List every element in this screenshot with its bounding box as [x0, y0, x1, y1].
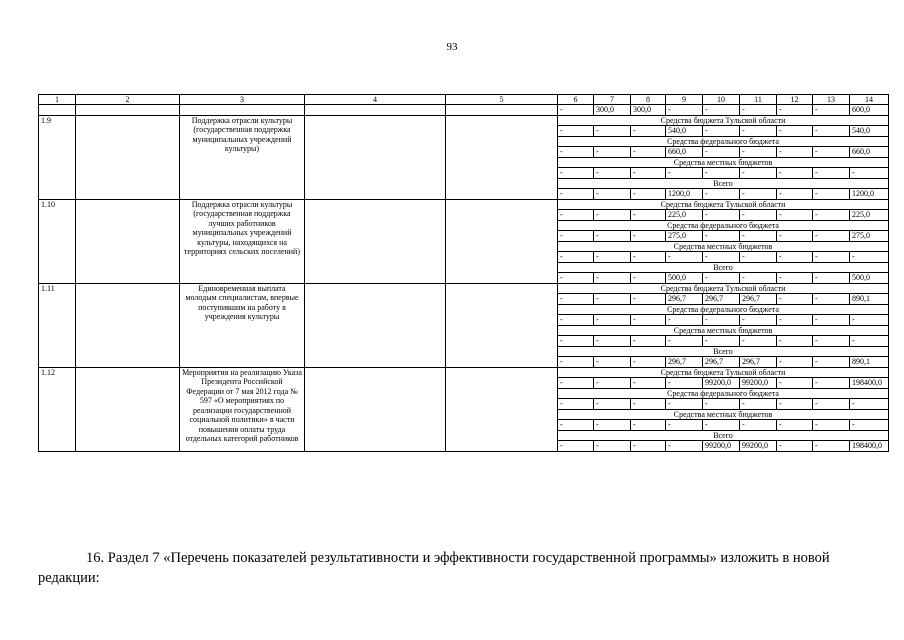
- column-header: 2: [76, 95, 180, 105]
- value-cell: -: [777, 252, 813, 263]
- item-number: 1.9: [39, 115, 76, 199]
- value-cell: -: [594, 231, 631, 242]
- value-cell: -: [850, 252, 889, 263]
- funding-source-label: Средства федерального бюджета: [558, 388, 889, 399]
- value-cell: 296,7: [666, 294, 703, 305]
- value-cell: -: [813, 273, 850, 284]
- value-cell: -: [850, 315, 889, 326]
- value-cell: 296,7: [740, 357, 777, 368]
- value-cell: -: [666, 399, 703, 410]
- value-cell: -: [813, 189, 850, 200]
- empty-cell: [305, 115, 446, 199]
- value-cell: -: [666, 441, 703, 452]
- value-cell: -: [740, 147, 777, 158]
- funding-source-label: Средства бюджета Тульской области: [558, 283, 889, 294]
- value-cell: 890,1: [850, 294, 889, 305]
- empty-cell: [305, 199, 446, 283]
- value-cell: -: [813, 399, 850, 410]
- value-cell: 1200,0: [666, 189, 703, 200]
- value-cell: -: [813, 147, 850, 158]
- value-cell: -: [594, 399, 631, 410]
- value-cell: 99200,0: [703, 378, 740, 389]
- value-cell: -: [558, 378, 594, 389]
- value-cell: 225,0: [850, 210, 889, 221]
- value-cell: 275,0: [666, 231, 703, 242]
- value-cell: -: [813, 210, 850, 221]
- column-header: 11: [740, 95, 777, 105]
- table-row: [39, 105, 889, 116]
- empty-cell: [446, 105, 558, 116]
- empty-cell: [305, 367, 446, 451]
- value-cell: -: [631, 126, 666, 137]
- value-cell: -: [777, 315, 813, 326]
- empty-cell: [305, 283, 446, 367]
- value-cell: -: [631, 357, 666, 368]
- value-cell: -: [558, 294, 594, 305]
- item-description: Поддержка отрасли культуры (государственная поддержка лучших работников муниципальных учреждений культуры, находящихся на территориях сельских поселений): [180, 199, 305, 283]
- header-row: [39, 95, 889, 105]
- value-cell: -: [631, 294, 666, 305]
- value-cell: -: [850, 336, 889, 347]
- value-cell: 275,0: [850, 231, 889, 242]
- column-header: 14: [850, 95, 889, 105]
- value-cell: -: [703, 189, 740, 200]
- value-cell: -: [813, 231, 850, 242]
- funding-source-label: Средства местных бюджетов: [558, 325, 889, 336]
- item-description: Поддержка отрасли культуры (государственная поддержка муниципальных учреждений культуры): [180, 115, 305, 199]
- value-cell: -: [594, 126, 631, 137]
- value-cell: -: [631, 315, 666, 326]
- value-cell: -: [813, 336, 850, 347]
- funding-source-label: Средства бюджета Тульской области: [558, 115, 889, 126]
- value-cell: -: [777, 420, 813, 431]
- value-cell: -: [777, 378, 813, 389]
- value-cell: -: [631, 168, 666, 179]
- funding-source-label: Всего: [558, 178, 889, 189]
- value-cell: -: [740, 189, 777, 200]
- value-cell: 1200,0: [850, 189, 889, 200]
- value-cell: -: [558, 399, 594, 410]
- item-number: 1.10: [39, 199, 76, 283]
- value-cell: -: [666, 420, 703, 431]
- column-header: 6: [558, 95, 594, 105]
- value-cell: 296,7: [703, 294, 740, 305]
- value-cell: -: [740, 168, 777, 179]
- funding-source-label: Средства местных бюджетов: [558, 241, 889, 252]
- column-header: 3: [180, 95, 305, 105]
- value-cell: -: [631, 252, 666, 263]
- value-cell: 300,0: [631, 105, 666, 116]
- value-cell: -: [740, 210, 777, 221]
- value-cell: 99200,0: [740, 441, 777, 452]
- value-cell: -: [777, 231, 813, 242]
- funding-source-label: Средства бюджета Тульской области: [558, 367, 889, 378]
- column-header: 5: [446, 95, 558, 105]
- value-cell: -: [558, 231, 594, 242]
- value-cell: -: [594, 420, 631, 431]
- empty-cell: [180, 105, 305, 116]
- value-cell: -: [813, 168, 850, 179]
- value-cell: 660,0: [666, 147, 703, 158]
- funding-source-label: Средства местных бюджетов: [558, 157, 889, 168]
- funding-source-label: Всего: [558, 262, 889, 273]
- value-cell: -: [558, 147, 594, 158]
- funding-source-label: Всего: [558, 430, 889, 441]
- value-cell: -: [594, 378, 631, 389]
- value-cell: -: [740, 105, 777, 116]
- value-cell: -: [813, 315, 850, 326]
- value-cell: -: [777, 189, 813, 200]
- value-cell: -: [813, 126, 850, 137]
- value-cell: -: [703, 147, 740, 158]
- value-cell: -: [558, 189, 594, 200]
- value-cell: -: [703, 105, 740, 116]
- value-cell: -: [703, 336, 740, 347]
- funding-source-label: Средства федерального бюджета: [558, 304, 889, 315]
- column-header: 7: [594, 95, 631, 105]
- value-cell: -: [594, 294, 631, 305]
- value-cell: 500,0: [850, 273, 889, 284]
- value-cell: -: [813, 357, 850, 368]
- value-cell: -: [631, 420, 666, 431]
- column-header: 10: [703, 95, 740, 105]
- value-cell: -: [631, 336, 666, 347]
- item-description: Единовременная выплата молодым специалистам, впервые поступившим на работу в учреждения культуры: [180, 283, 305, 367]
- value-cell: -: [666, 336, 703, 347]
- value-cell: -: [740, 126, 777, 137]
- value-cell: -: [558, 357, 594, 368]
- budget-table: [38, 94, 889, 452]
- column-header: 8: [631, 95, 666, 105]
- value-cell: -: [666, 168, 703, 179]
- value-cell: -: [813, 441, 850, 452]
- value-cell: -: [594, 147, 631, 158]
- value-cell: -: [594, 189, 631, 200]
- value-cell: -: [850, 420, 889, 431]
- value-cell: -: [777, 168, 813, 179]
- value-cell: -: [703, 210, 740, 221]
- value-cell: -: [703, 168, 740, 179]
- funding-source-label: Всего: [558, 346, 889, 357]
- empty-cell: [446, 115, 558, 199]
- value-cell: -: [703, 420, 740, 431]
- value-cell: -: [777, 336, 813, 347]
- value-cell: -: [777, 273, 813, 284]
- value-cell: 99200,0: [740, 378, 777, 389]
- empty-cell: [446, 199, 558, 283]
- value-cell: -: [740, 315, 777, 326]
- value-cell: -: [740, 399, 777, 410]
- column-header: 12: [777, 95, 813, 105]
- value-cell: -: [666, 315, 703, 326]
- column-header: 9: [666, 95, 703, 105]
- value-cell: -: [850, 168, 889, 179]
- paragraph-text: 16. Раздел 7 «Перечень показателей результативности и эффективности государственной программы» изложить в новой редакции:: [38, 550, 830, 586]
- value-cell: -: [813, 105, 850, 116]
- value-cell: -: [666, 105, 703, 116]
- value-cell: -: [777, 357, 813, 368]
- value-cell: -: [594, 273, 631, 284]
- source-label-row: [39, 367, 889, 378]
- empty-cell: [39, 105, 76, 116]
- column-header: 1: [39, 95, 76, 105]
- value-cell: -: [813, 378, 850, 389]
- value-cell: -: [594, 315, 631, 326]
- value-cell: -: [813, 252, 850, 263]
- value-cell: -: [558, 210, 594, 221]
- value-cell: -: [558, 441, 594, 452]
- value-cell: -: [703, 273, 740, 284]
- value-cell: -: [740, 420, 777, 431]
- value-cell: -: [594, 168, 631, 179]
- value-cell: -: [740, 336, 777, 347]
- value-cell: 296,7: [740, 294, 777, 305]
- value-cell: -: [594, 336, 631, 347]
- empty-cell: [76, 199, 180, 283]
- value-cell: -: [594, 252, 631, 263]
- value-cell: -: [631, 273, 666, 284]
- value-cell: -: [777, 210, 813, 221]
- value-cell: -: [777, 294, 813, 305]
- value-cell: -: [558, 126, 594, 137]
- column-header: 13: [813, 95, 850, 105]
- value-cell: -: [631, 399, 666, 410]
- item-number: 1.11: [39, 283, 76, 367]
- value-cell: -: [631, 147, 666, 158]
- value-cell: 660,0: [850, 147, 889, 158]
- value-cell: -: [777, 105, 813, 116]
- empty-cell: [446, 283, 558, 367]
- value-cell: 300,0: [594, 105, 631, 116]
- value-cell: -: [777, 441, 813, 452]
- value-cell: -: [558, 273, 594, 284]
- value-cell: -: [558, 168, 594, 179]
- value-cell: -: [777, 126, 813, 137]
- funding-source-label: Средства местных бюджетов: [558, 409, 889, 420]
- value-cell: -: [740, 252, 777, 263]
- value-cell: -: [631, 189, 666, 200]
- value-cell: 225,0: [666, 210, 703, 221]
- value-cell: -: [777, 147, 813, 158]
- empty-cell: [76, 105, 180, 116]
- empty-cell: [76, 115, 180, 199]
- column-header: 4: [305, 95, 446, 105]
- empty-cell: [76, 283, 180, 367]
- value-cell: 296,7: [666, 357, 703, 368]
- value-cell: -: [703, 231, 740, 242]
- value-cell: -: [740, 231, 777, 242]
- value-cell: -: [631, 210, 666, 221]
- value-cell: 600,0: [850, 105, 889, 116]
- value-cell: -: [740, 273, 777, 284]
- value-cell: -: [666, 378, 703, 389]
- value-cell: 99200,0: [703, 441, 740, 452]
- value-cell: 198400,0: [850, 441, 889, 452]
- value-cell: -: [703, 126, 740, 137]
- value-cell: -: [558, 336, 594, 347]
- value-cell: -: [813, 294, 850, 305]
- source-label-row: [39, 115, 889, 126]
- value-cell: -: [631, 441, 666, 452]
- funding-source-label: Средства бюджета Тульской области: [558, 199, 889, 210]
- value-cell: -: [703, 252, 740, 263]
- value-cell: -: [594, 210, 631, 221]
- item-number: 1.12: [39, 367, 76, 451]
- table-body: [39, 95, 889, 452]
- instruction-paragraph: [38, 548, 888, 588]
- value-cell: 890,1: [850, 357, 889, 368]
- value-cell: -: [594, 441, 631, 452]
- funding-source-label: Средства федерального бюджета: [558, 136, 889, 147]
- funding-source-label: Средства федерального бюджета: [558, 220, 889, 231]
- value-cell: -: [777, 399, 813, 410]
- value-cell: -: [666, 252, 703, 263]
- value-cell: 198400,0: [850, 378, 889, 389]
- value-cell: -: [558, 252, 594, 263]
- value-cell: -: [850, 399, 889, 410]
- value-cell: 500,0: [666, 273, 703, 284]
- page-number: 93: [446, 41, 458, 53]
- value-cell: -: [813, 420, 850, 431]
- value-cell: -: [594, 357, 631, 368]
- value-cell: -: [631, 231, 666, 242]
- item-description: Мероприятия на реализацию Указа Президента Российской Федерации от 7 мая 2012 года № 597 «О мероприятиях по реализации государственной социальной политики» в части повышения оплаты труда отдельных категорий работников: [180, 367, 305, 451]
- source-label-row: [39, 199, 889, 210]
- empty-cell: [305, 105, 446, 116]
- value-cell: 540,0: [850, 126, 889, 137]
- value-cell: -: [703, 399, 740, 410]
- value-cell: -: [558, 315, 594, 326]
- value-cell: -: [631, 378, 666, 389]
- empty-cell: [76, 367, 180, 451]
- value-cell: 540,0: [666, 126, 703, 137]
- value-cell: -: [558, 105, 594, 116]
- value-cell: -: [703, 315, 740, 326]
- source-label-row: [39, 283, 889, 294]
- value-cell: 296,7: [703, 357, 740, 368]
- value-cell: -: [558, 420, 594, 431]
- empty-cell: [446, 367, 558, 451]
